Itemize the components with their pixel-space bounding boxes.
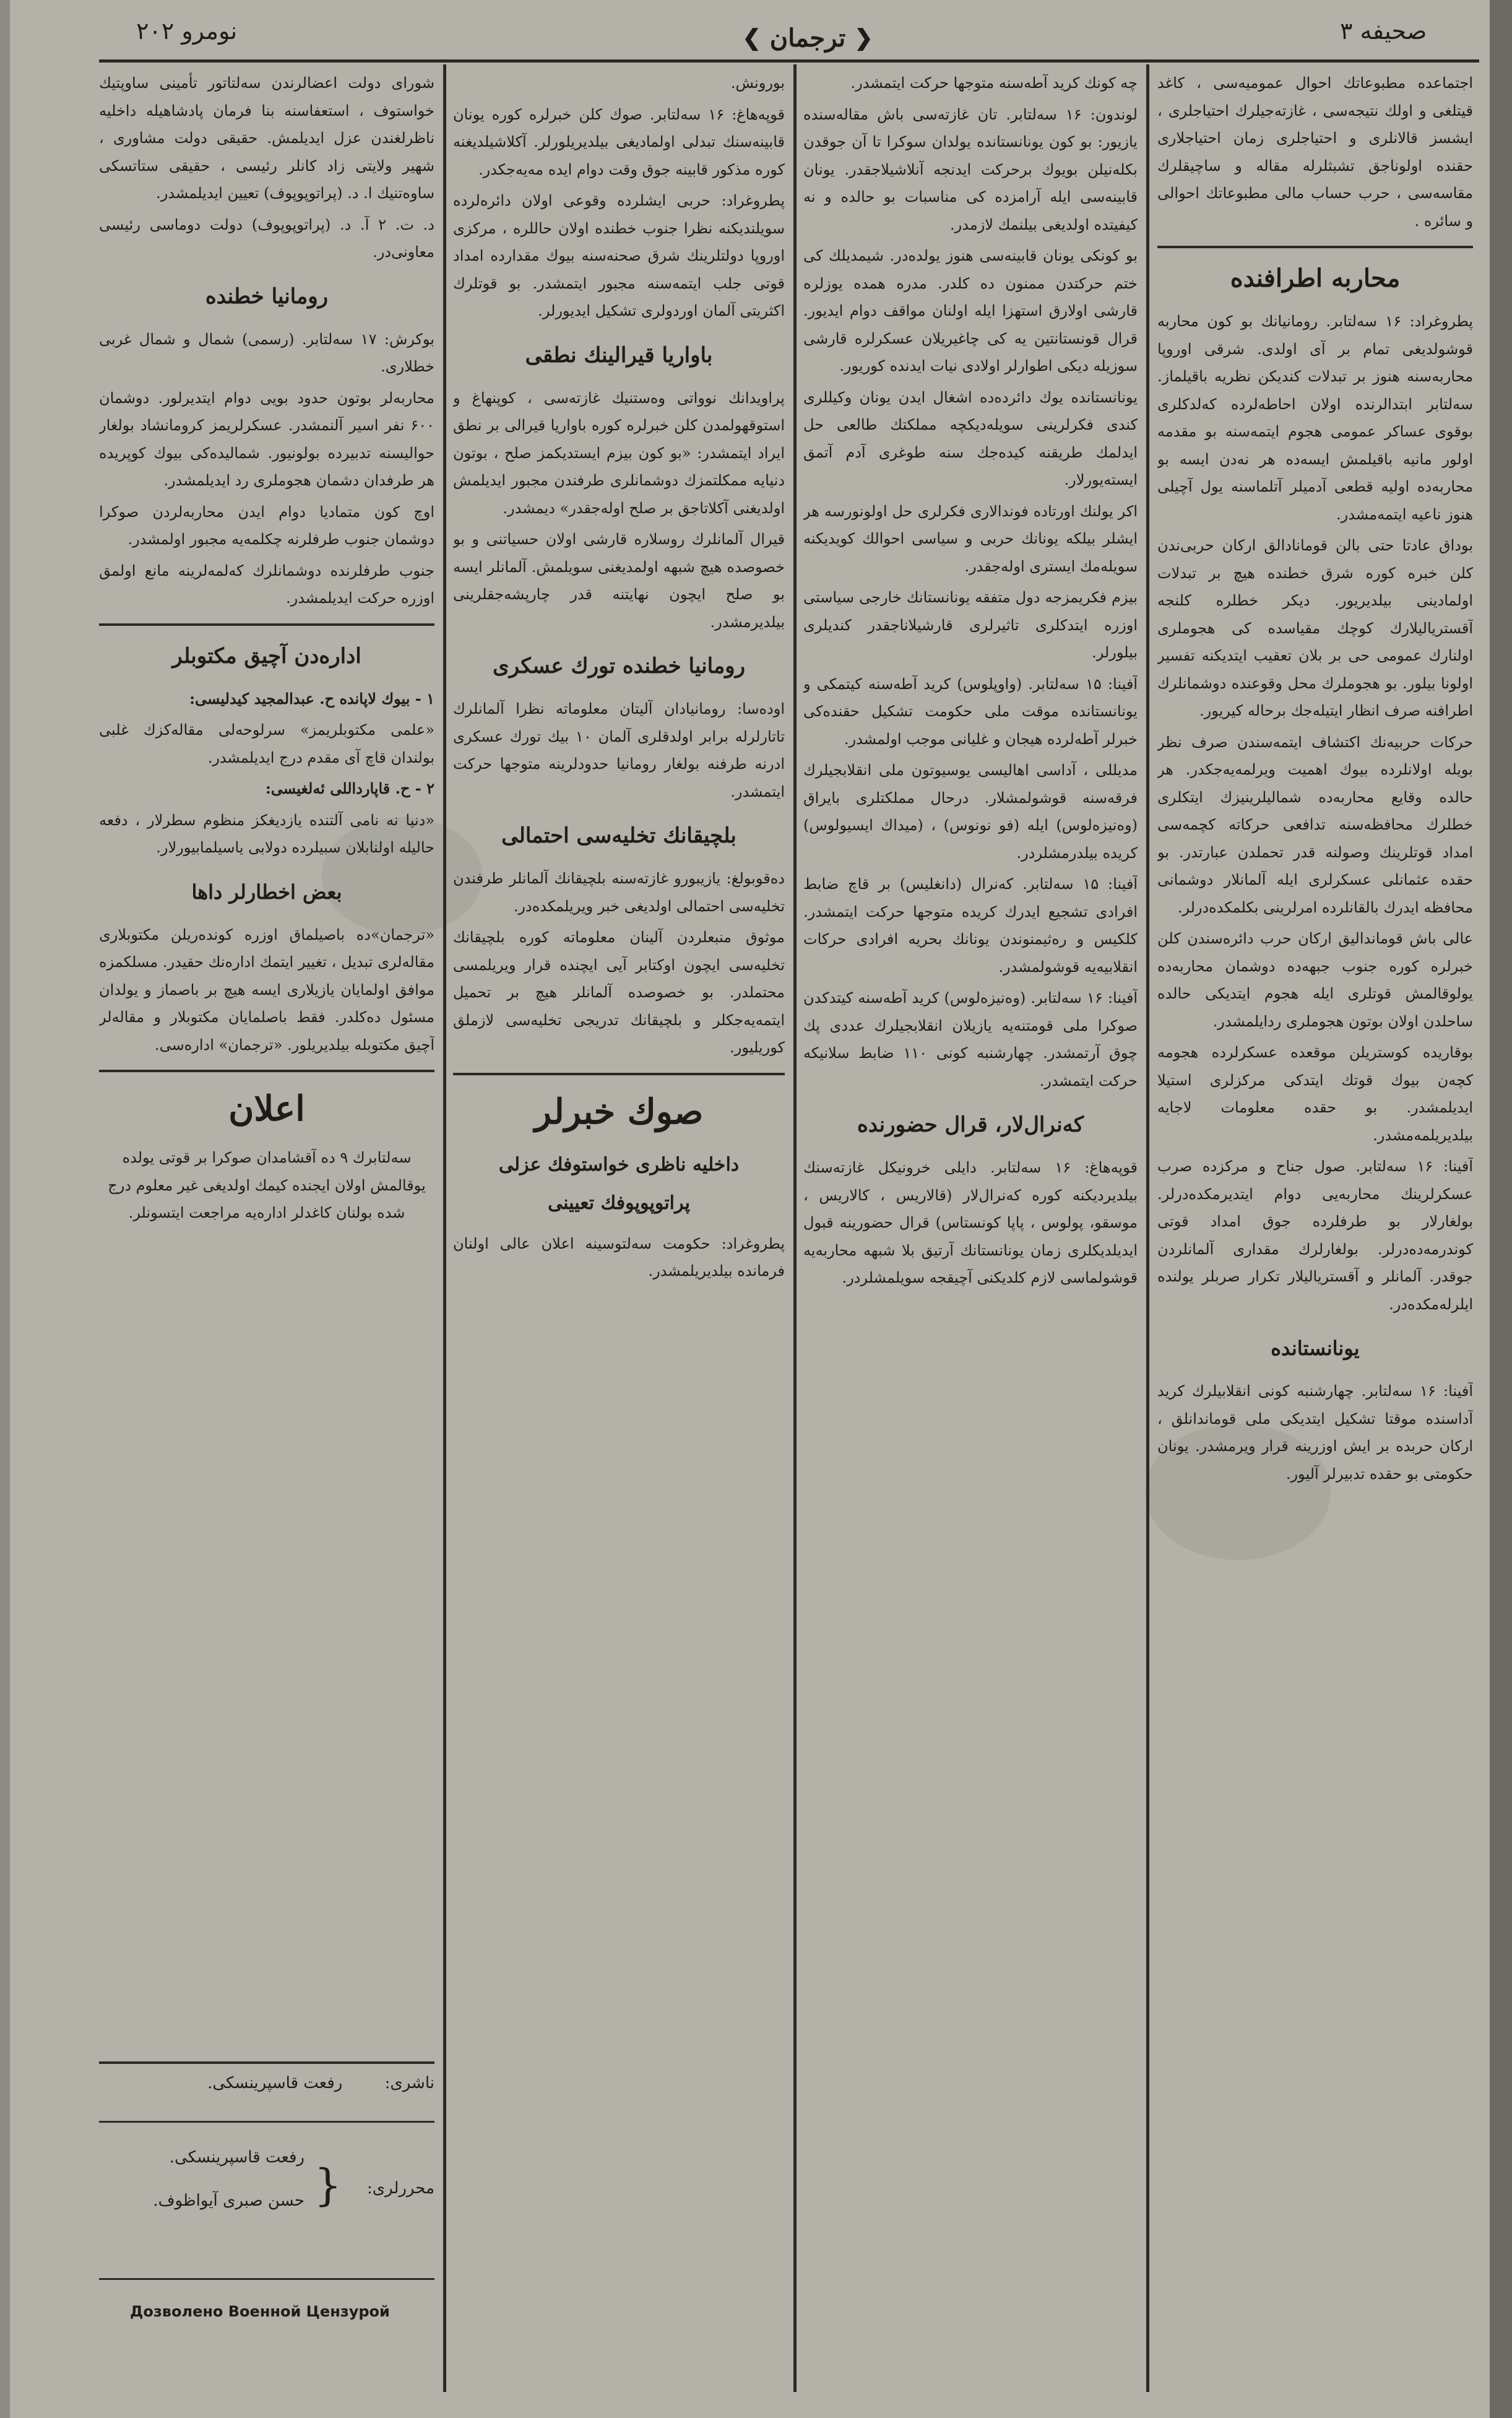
section-divider <box>1157 246 1473 248</box>
section-title: كه‌نرال‌لار، قرال حضورنده <box>857 1112 1084 1137</box>
article-paragraph: «ترجمان»ده باصيلماق اوزره كونده‌ريلن مكتوبلارى مقاله‌لرى تبديل ، تغيير ايتمك اداره‌نك حقيدر. مسلكمزه موافق اولمايان يازيلارى ايسه هيچ بر باصماز و يولدان مسئول ده‌كلدر. فقط باصلمايان مكتوبلار و مقاله‌لر آچيق مكتوبله بيلديريلور. «ترجمان» اداره‌سى. <box>99 925 434 1054</box>
advertisement-text: سه‌لتابرك ۹ ده آقشامدان صوكرا بر قوتى يولده يوقالمش اولان ايجنده كيمك اولديغى غير معلوم درج شده بولنان كاغدلر اداره‌يه مراجعت ايتسونلر. <box>108 1149 426 1221</box>
editor-name: حسن صبرى آيواظوف. <box>153 2191 305 2210</box>
article-paragraph: جنوب طرفلرنده دوشمانلرك كه‌لمه‌لرينه مانع اولمق اوزره حركت ايديلمشدر. <box>99 561 434 607</box>
article-paragraph: ده‌قوبولغ: يازيبورو غازته‌سنه بلچيقانك آلمانلر طرفندن تخليه‌سى احتمالى اولديغى خبر ويريلمكده‌در. <box>453 870 785 915</box>
article-paragraph: آفينا: ۱۵ سه‌لتابر. (واوپلوس) كريد آطه‌سنه كيتمكى و يونانستانده موقت ملى حكومت تشكيل حقنده‌كى خبرلر آطه‌لرده هيجان و غليانى موجب اولمشدر. <box>803 675 1138 748</box>
ornament-icon: ❮ <box>742 25 761 51</box>
section-title: بلچيقانك تخليه‌سى احتمالى <box>501 823 737 848</box>
ornament-icon: ❯ <box>854 25 873 51</box>
column-4 <box>99 69 434 2257</box>
article-paragraph: چه كونك كريد آطه‌سنه متوجها حركت ايتمشدر. <box>850 74 1138 92</box>
section-title: رومانيا خطنده <box>205 284 329 309</box>
column-2 <box>803 69 1138 2393</box>
article-paragraph: د. ت. ٢ آ. د. (پراتوپوپوف) دولت دوماسى رئيسى معاونى‌در. <box>99 215 434 261</box>
article-paragraph: قوپه‌هاغ: ۱۶ سه‌لتابر. دايلى خرونيكل غازته‌سنك بيلديرديكنه كوره كه‌نرال‌لار (قالاريس ، كالاريس ، موسقو، پولوس ، پاپا كونستاس) قرال حضورينه قبول ايديلديكلرى زمان يونانستانك آرتيق بلا شبهه محاربه‌يه قوشولماسى لازم كلديكنى آچيقجه سويلمشلردر. <box>803 1159 1138 1286</box>
article-paragraph: يونانستانده يوك دائرده‌ده اشغال ايدن يونان وكيللرى كندى فكرلرينى سويله‌ديكچه مملكتك طالعى حل ايدلمك طريقنه كيده‌جك سنه طوغرى آدم آتمق ايسته‌يورلار. <box>803 388 1138 488</box>
column-3 <box>453 69 785 2393</box>
article-paragraph: پطروغراد: ۱۶ سه‌لتابر. رومانيانك بو كون محاربه قوشولديغى تمام بر آى اولدى. شرقى اوروپا محاربه‌سنه هنوز بر تبدلات كنديكن نظريه باقيلماز. سه‌لتابر ابتدالرنده اولان احاطه‌لرده كه‌لدكلرى بوقوى عساكر عمومى هجوم ايتمه‌سنه بو مقدمه اولور مانيه باقيلمش ايسه‌ده هر نه‌دن ايسه بو محاربه‌ده اوليه قطعى آدميلر آتلماسنه يول آچيلى هنوز ناعيه ايتمه‌مشدر. <box>1157 313 1473 523</box>
header-rule <box>99 59 1479 63</box>
article-paragraph: مديللى ، آداسى اهاليسى يوسيوتون ملى انقلابجيلرك فرقه‌سنه قوشولمشلار. درحال مملكتلرى بايراق (وه‌نيزه‌لوس) ايله (فو نونوس) ، (ميداك ايسيولوس) كريده بيلدرمشلردر. <box>803 761 1138 862</box>
editors-block <box>99 2142 434 2247</box>
article-paragraph: حركات حربيه‌نك اكتشاف ايتمه‌سندن صرف نظر بويله اولانلرده بيوك اهميت ويرلمه‌يه‌جكدر. هر حالده وقايع محاربه‌ده شماليلرينيزك ايتكلرى خطلرك محافظه‌سنه تدافعى حركاته كچمه‌سى امداد قوتلرينك وصولنه قدر تحملدن عبارتدر. بو حقده عثمانلى عسكرلرى ايله آلمانلار دوشمانى محافظه ايدرك بالقانلرده امرلرينى بكلمكده‌درلر. <box>1157 733 1473 916</box>
section-divider <box>453 1073 785 1075</box>
article-paragraph: اوچ كون متماديا دوام ايدن محاربه‌لردن صوكرا دوشمان جنوب طرفلرنه چكلمه‌يه مجبور اولمشدر. <box>99 503 434 548</box>
section-title: رومانيا خطنده تورك عسكرى <box>492 654 746 678</box>
column-1 <box>1157 69 1473 2393</box>
article-paragraph: بو كونكى يونان قابينه‌سى هنوز يولده‌در. شيمديلك كى ختم حركتدن ممنون ده كلدر. مدره همده يوزلره قارشى اولارق استهزا ايله اولنان مواقف دوام ايديور. قرال قونستانتين يه كى چاغيريلان عسكرلره قارشى سوزيله ديكى اطوارلر اولادى نيات ايدنده كوريور. <box>803 247 1138 375</box>
publisher-label: ناشرى: <box>384 2074 434 2092</box>
article-paragraph: بيزم فكريمزجه دول متفقه يونانستانك خارجى سياستى اوزره ايتدكلرى تاثيرلرى قارشيلاناجقدر كنديلرى بيلورلر. <box>803 589 1138 661</box>
section-title: باواريا قيرالينك نطقى <box>525 342 713 368</box>
footer-rule <box>99 2278 434 2280</box>
section-title: اداره‌دن آچيق مكتوبلر <box>172 643 361 669</box>
article-paragraph: «علمى مكتوبلريمز» سرلوحه‌لى مقاله‌كزك غلبى بولندان قاچ آى مقدم درج ايديلمشدر. <box>99 721 434 766</box>
publisher-line <box>99 2074 434 2092</box>
masthead-title: ترجمان <box>769 23 846 53</box>
article-paragraph: «دنيا نه نامى آلتنده يازديغكز منظوم سطرلار ، دفعه حاليله اولنابلان سبيلرده دولابى ياسيلمابيورلار. <box>99 811 434 856</box>
section-divider <box>99 623 434 626</box>
censor-stamp: Дозволено Военной Цензурой <box>130 2303 390 2320</box>
column-rule <box>793 64 797 2392</box>
article-paragraph: لوندون: ۱۶ سه‌لتابر. تان غازته‌سى باش مقاله‌سنده يازيور: بو كون يونانستانده يولدان سوكرا تا آن جوقدن بكله‌نيلن بويوك برحركت ايدنجه آنلاشيلاجقدر. يونان قابينه‌سى ايله آرامزده كى مناسبات بو حالده و نه كيفيتده اولديغى بيلنمك لازمدر. <box>803 105 1138 233</box>
editor-name: رفعت قاسپرينسكى. <box>169 2148 305 2167</box>
article-paragraph: آفينا: ۱۶ سه‌لتابر. چهارشنبه كونى انقلابيلرك كريد آداسنده موقتا تشكيل ايتديكى ملى قوماندانلق ، اركان حربده بر ايش اوزرينه قرار ويرمشدر. يونان حكومتى بو حقده تدبيرلر آليور. <box>1157 1382 1473 1483</box>
subheading: داخليه ناظرى خواستوفك عزلى <box>498 1153 740 1176</box>
section-title-large: اعلان <box>228 1088 305 1129</box>
masthead-logo <box>718 19 897 57</box>
article-paragraph: آفينا: ۱۶ سه‌لتابر. صول جناح و مركزده صرب عسكرلرينك محاربه‌يى دوام ايتديرمكده‌درلر. بولغارلار بو طرفلرده جوق امداد قوتى كوندرمه‌ده‌درلر. بولغارلرك مقدارى آلمانلردن جوقدر. آلمانلر و آقسترياليلار تكرار صربلر يولنده ايلرله‌مكده‌در. <box>1157 1158 1473 1313</box>
article-paragraph: بوقاريده كوستريلن موقعده عسكرلرده هجومه كچه‌ن بيوك قوتك ايتدكى مركزلرى استيلا ايديلمشدر. بو حقده معلومات لاجايه بيلديريلمه‌مشدر. <box>1157 1044 1473 1144</box>
subheading: پراتوپوپوفك تعيينى <box>548 1192 690 1214</box>
article-paragraph: ۱ - بيوك لاپانده ح. عبدالمجيد كيدليسى: <box>189 689 434 708</box>
article-paragraph: پطروغراد: حربى ايشلرده وقوعى اولان دائره‌لرده سويلنديكنه نظرا جنوب خطنده اولان حاللره ، مركزى اوروپا دولتلرينك شرق صحنه‌سنه بيوك مقدارده امداد قوتى جلب ايتمه‌سنه مجبور ايتمشدر. بو قوتلرك اكثريتى آلمان اوردولرى تشكيل ايديورلر. <box>453 192 785 319</box>
page-number: صحيفه ۳ <box>1340 17 1427 45</box>
article-paragraph: بوكرش: ۱۷ سه‌لتابر. (رسمى) شمال و شمال غربى خطلارى. <box>99 330 434 375</box>
article-paragraph: عالى باش قومانداليق اركان حرب دائره‌سندن كلن خبرلره كوره جنوب جبهه‌ده دوشمان محاربه‌ده يولوقالمش قوتلرى ايله هجوم ايتديكى حالده ساحلدن اولان بوتون هجوملرى ردايلمشدر. <box>1157 930 1473 1030</box>
column-rule <box>443 64 446 2392</box>
issue-number: نومرو ۲۰۲ <box>136 17 238 45</box>
article-paragraph: اكر يولنك اورتاده فوندالارى فكرلرى حل اولونورسه هر ايشلر بيلكه يونانك حربى و سياسى احوالك كويديكنه سويله‌مك ايسترى اوله‌جقدر. <box>803 502 1138 575</box>
article-paragraph: اوده‌سا: رومانيادان آليتان معلوماته نظرا آلمانلرك تاتارلرله برابر اولدقلرى آلمان ۱۰ بيك تورك عسكرى ادرنه طرفنه بولغار رومانيا حدودلرينه متوجها حركت ايتمشدر. <box>453 700 785 800</box>
publisher-name: رفعت قاسپرينسكى. <box>207 2074 343 2092</box>
section-title: بعض اخطارلر داها <box>191 880 342 904</box>
article-paragraph: موثوق منبعلردن آلينان معلوماته كوره بلچيقانك تخليه‌سى ايچون اوكتابر آيى ايچنده قرار ويريلمسى محتملدر. بو خصوصده آلمانلر هيچ بر تحميل ايتمه‌يه‌جكلر و بلچيقانك تدريجى تخليه‌سى لازملق كوريليور. <box>453 929 785 1056</box>
article-paragraph: پطروغراد: حكومت سه‌لتوسينه اعلان عالى اولنان فرمانده بيلديريلمشدر. <box>453 1234 785 1280</box>
scan-right-edge <box>1490 0 1512 2418</box>
article-paragraph: آفينا: ۱۵ سه‌لتابر. كه‌نرال (دانغليس) بر قاچ ضابط افرادى تشجيع ايدرك كريده متوجها حركت ايتمشدر. كلكيس و ره‌ثيمنوندن يونانك بحريه افرادى حركات انقلابيه‌يه قوشولمشدر. <box>803 875 1138 976</box>
article-paragraph: قوپه‌هاغ: ۱۶ سه‌لتابر. صوك كلن خبرلره كوره يونان قابينه‌سنك تبدلى اولماديغى بيلديريلورلر. آكلاشيلديغنه كوره مذكور قابينه جوق وقت دوام ايده مه‌يه‌جكدر. <box>453 105 785 178</box>
article-paragraph: بوداق عادتا حتى بالن قومانادالق اركان حربى‌ندن كلن خبره كوره شرق خطنده هيچ بر تبدلات اولمادينى بيلديريور. ديكر خطلره كلنجه آقسترياليلارك كوچك مقياسده كى هجوملرى اولنارك عمومى حى بر بلان تعقيب ايتديكنه تفسير اولونا بيلور. بو هجوملرك محل وقوعنده دوشمانلرك اطرافنه صرف انظار ايتيله‌جك برحاله كيريور. <box>1157 537 1473 719</box>
article-paragraph: پراويدا‌نك نوواتى وه‌ستنيك غازته‌سى ، كوپنهاغ و استوقهولمدن كلن خبرلره كوره باواريا قيرالى بر نطق ايراد ايتمشدر: «بو كون بيزم ايستديكمز صلح ، بوتون دنيايه ممكلتمزك دوشمانلرى طرفندن مجبور ايديلمش اولديغنى آكلاتاجق بر صلح اوله‌جقدر» ديمشدر. <box>453 389 785 517</box>
article-paragraph: محاربه‌لر بوتون حدود بويى دوام ايتديرلور. دوشمان ۶۰۰ نفر اسير آلنمشدر. عسكرلريمز كرومانشاد بولغار حواليسنه تدبيرده بولونيور. شماليده‌كى بيوك كوپريده هر طرفدان دشمان هجوملرى رد ايديلمشدر. <box>99 389 434 489</box>
section-title: محاربه اطرافنده <box>1230 264 1401 293</box>
column-rule <box>1146 64 1149 2392</box>
article-paragraph: شوراى دولت اعضالرندن سه‌لتاتور تأمينى ساوپتيك خواستوف ، استعفاسنه بنا فرمان پادشاهيله داخليه ناظرلغندن عزل ايديلمش. حقيقى دولت مشاورى ، شهير ولايتى زاد كانلر رئيسى ، حقيقى ستاتسكى ساوه‌تنيك ا. د. (پراتوپوپوف) تعيين ايديلمشدر. <box>99 74 434 202</box>
footer-rule <box>99 2061 434 2064</box>
section-title-large: صوك خبرلر <box>534 1091 704 1132</box>
footer-rule <box>99 2121 434 2123</box>
section-divider <box>99 1070 434 1072</box>
editors-label: محررلرى: <box>367 2179 434 2198</box>
article-paragraph: ۲ - ح. قاپارداللى ئەلغيسى: <box>265 779 434 797</box>
scan-left-edge <box>0 0 10 2418</box>
brace-icon: { <box>314 2160 342 2211</box>
article-paragraph: اجتماعده مطبوعاتك احوال عموميه‌سى ، كاغد قيتلغى و اولك نتيجه‌سى ، غازته‌جيلرك احتياجلرى ، ايشسز قالانلرى و احتياجلرى زمان احتياجلارى حقنده اولوناجق تشبثلرله مقاله و ساچيقلرك مقاسه‌سى ، حرب حساب مالى مطبوعاتك احوالى و سائره . <box>1157 74 1473 230</box>
article-paragraph: آفينا: ۱۶ سه‌لتابر. (وه‌نيزه‌لوس) كريد آطه‌سنه كيتدكدن صوكرا ملى قومتنه‌يه يازيلان انقلابجيلرك عددى پك چوق آرتمشدر. چهارشنبه كونى ۱۱۰ ضابط سلانيكه حركت ايتمشدر. <box>803 989 1138 1090</box>
section-title: يونانستانده <box>1271 1337 1360 1360</box>
article-paragraph: بورونش. <box>730 74 785 92</box>
article-paragraph: قيرال آلمانلرك روسلاره قارشى اولان حسياتنى و بو خصوصده هيچ شبهه اولمديغنى سويلمش. آلمانلر ايسه بو صلح ايچون نهايتنه قدر چارپشه‌جقلرينى بيلديرمشدر. <box>453 531 785 631</box>
